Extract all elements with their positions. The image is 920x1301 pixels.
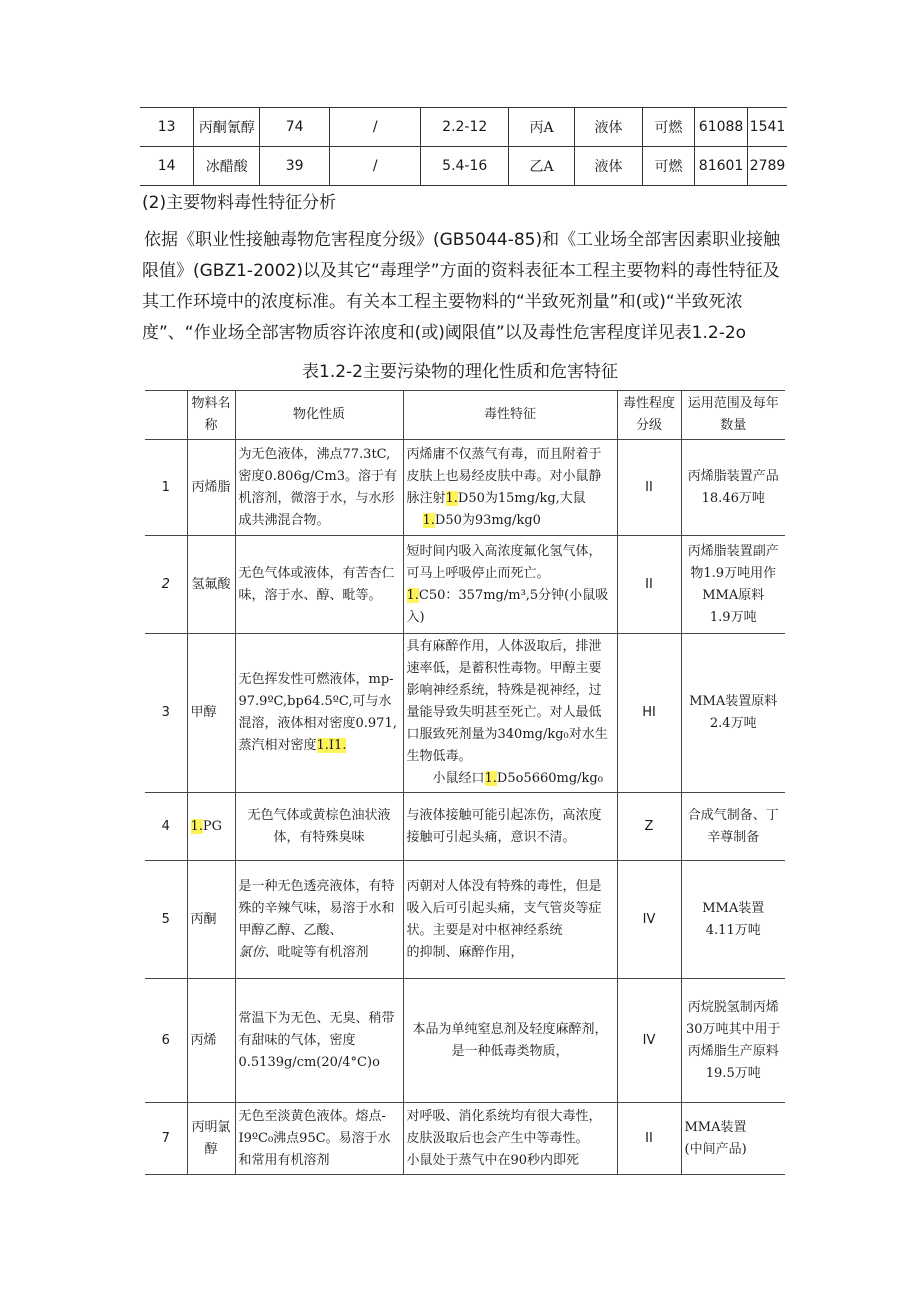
hazard-table bbox=[145, 390, 785, 1175]
cell-code2: 1541 bbox=[748, 108, 788, 147]
cell-name: 丙酮氰醇 bbox=[194, 108, 260, 147]
highlight-mark: 1.I1. bbox=[316, 738, 347, 753]
top-table bbox=[140, 107, 787, 186]
cell-state: 液体 bbox=[575, 108, 643, 147]
row-tox: 本品为单纯窒息剂及轻度麻醉剂，是一种低毒类物质， bbox=[403, 979, 617, 1103]
row-grade: IV bbox=[617, 979, 681, 1103]
row-grade: IV bbox=[617, 861, 681, 979]
cell-mw: 74 bbox=[260, 108, 330, 147]
cell-no: 14 bbox=[140, 147, 194, 186]
row-tox: 与液体接触可能引起冻伤，高浓度接触可引起头痛，意识不清。 bbox=[403, 793, 617, 861]
prop-text: 是一种无色透亮液体，有特殊的辛辣气味，易溶于水和甲醇乙醇、乙酸、 bbox=[238, 878, 395, 938]
highlight-mark: 1. bbox=[190, 818, 203, 834]
table-row bbox=[145, 536, 785, 634]
row-prop: 无色气体或黄棕色油状液体，有特殊臭味 bbox=[235, 793, 403, 861]
row-use: MMA装置原料 2.4万吨 bbox=[681, 634, 785, 793]
tox-text: D50为15mg∕kg,大鼠 bbox=[457, 490, 586, 506]
row-no: 2 bbox=[145, 536, 187, 634]
prop-text: 氯仿、 bbox=[238, 944, 278, 960]
row-prop bbox=[235, 634, 403, 793]
cell-state: 液体 bbox=[575, 147, 643, 186]
tox-text: D5o5660mg∕kg₀ bbox=[496, 771, 603, 786]
highlight-mark: 1. bbox=[445, 490, 458, 506]
table-caption: 表1.2-2主要污染物的理化性质和危害特征 bbox=[302, 362, 618, 382]
row-name: 丙明氯 醇 bbox=[187, 1103, 235, 1175]
cell-limit: 5.4-16 bbox=[421, 147, 509, 186]
highlight-mark: 1. bbox=[484, 771, 497, 786]
row-prop: 无色气体或液体，有苦杏仁味，溶于水、醇、毗等。 bbox=[235, 536, 403, 634]
tox-text: 短时间内吸入高浓度氟化氢气体， 可马上呼吸停止而死亡。 bbox=[406, 543, 602, 581]
cell-code2: 2789 bbox=[748, 147, 788, 186]
row-use: 合成气制备、丁辛尊制备 bbox=[681, 793, 785, 861]
section-paragraph: 依据《职业性接触毒物危害程度分级》(GB5044-85)和《工业场全部害因素职业接触限值》(GBZ1-2002)以及其它“毒理学”方面的资料表征本工程主要物料的毒性特征及其工作环境中的浓度标准。有关本工程主要物料的“半致死剂量”和(或)“半致死浓度”、“作业场全部害物质容许浓度和(或)阈限值”以及毒性危害程度详见表1.2-2o bbox=[142, 230, 781, 343]
row-prop bbox=[235, 861, 403, 979]
row-use: 丙烯脂装置副产物1.9万吨用作MMA原料 1.9万吨 bbox=[681, 536, 785, 634]
tox-text: 具有麻醉作用，人体汲取后，排泄速率低，是蓄积性毒物。甲醇主要影响神经系统，特殊是视神经，过量能导致失明甚至死亡。对人最低口服致死剂量为340mg∕kg₀对水生生物低毒。 bbox=[406, 639, 608, 764]
row-grade: Z bbox=[617, 793, 681, 861]
row-use: 丙烷脱氢制丙烯30万吨其中用于丙烯脂生产原料 19.5万吨 bbox=[681, 979, 785, 1103]
row-use: MMA装置 4.11万吨 bbox=[681, 861, 785, 979]
row-prop: 常温下为无色、无臭、稍带有甜味的气体，密度0.5139g/cm(20/4°C)o bbox=[235, 979, 403, 1103]
table-row bbox=[145, 634, 785, 793]
row-name: 氢氟酸 bbox=[187, 536, 235, 634]
highlight-mark: 1. bbox=[422, 512, 435, 528]
header-prop: 物化性质 bbox=[235, 391, 403, 440]
cell-mw: 39 bbox=[260, 147, 330, 186]
cell-no: 13 bbox=[140, 108, 194, 147]
row-use: 丙烯脂装置产品 18.46万吨 bbox=[681, 440, 785, 536]
cell-name: 冰醋酸 bbox=[194, 147, 260, 186]
header-no bbox=[145, 391, 187, 440]
tox-text: 小鼠经口 bbox=[432, 771, 485, 786]
cell-fire: 可燃 bbox=[642, 147, 694, 186]
cell-flash: / bbox=[330, 108, 421, 147]
table-row bbox=[145, 440, 785, 536]
cell-code1: 81601 bbox=[695, 147, 748, 186]
row-prop: 为无色液体，沸点77.3tC,密度0.806g/Cm3。溶于有机溶剂，微溶于水，与水形成共沸混合物。 bbox=[235, 440, 403, 536]
row-grade: II bbox=[617, 1103, 681, 1175]
tox-text: 丙烯庸不仅蒸气有毒，而且附着于皮肤上也易经皮肤中毒。对小鼠静脉注射 bbox=[406, 446, 602, 506]
row-no: 4 bbox=[145, 793, 187, 861]
prop-text: 吡啶等有机溶剂 bbox=[277, 944, 369, 960]
cell-class: 丙A bbox=[509, 108, 575, 147]
section-heading: (2)主要物料毒性特征分析 bbox=[142, 193, 337, 213]
row-tox bbox=[403, 440, 617, 536]
tox-text: C50：357mg∕m³,5分钟(小鼠吸入) bbox=[406, 587, 609, 625]
row-tox: 对呼吸、消化系统均有很大毒性，皮肤汲取后也会产生中等毒性。 小鼠处于蒸气中在90秒内即死 bbox=[403, 1103, 617, 1175]
header-grade: 毒性程度 分级 bbox=[617, 391, 681, 440]
cell-code1: 61088 bbox=[695, 108, 748, 147]
row-use: MMA装置 (中间产品) bbox=[681, 1103, 785, 1175]
tox-text: D50为93mg∕kg0 bbox=[434, 512, 541, 528]
row-name: 丙烯脂 bbox=[187, 440, 235, 536]
row-tox: 丙朝对人体没有特殊的毒性，但是吸入后可引起头痛，支气管炎等症状。主要是对中枢神经系统 的抑制、麻醉作用， bbox=[403, 861, 617, 979]
table-row bbox=[140, 108, 787, 147]
cell-fire: 可燃 bbox=[642, 108, 694, 147]
table-row bbox=[145, 1103, 785, 1175]
row-name: 丙酮 bbox=[187, 861, 235, 979]
row-no: 1 bbox=[145, 440, 187, 536]
prop-text: 无色挥发性可燃液体，mp-97.9ºC,bp64.5ºC,可与水混溶，液体相对密度0.971,蒸汽相对密度 bbox=[238, 672, 397, 753]
table-row bbox=[140, 147, 787, 186]
row-name: 1.PG bbox=[187, 793, 235, 861]
row-tox bbox=[403, 536, 617, 634]
row-no: 5 bbox=[145, 861, 187, 979]
row-prop: 无色至淡黄色液体。熔点-I9ºC₀沸点95C。易溶于水和常用有机溶剂 bbox=[235, 1103, 403, 1175]
row-name: 甲醇 bbox=[187, 634, 235, 793]
highlight-mark: 1. bbox=[406, 587, 419, 603]
header-use: 运用范围及每年 数量 bbox=[681, 391, 785, 440]
table-row bbox=[145, 979, 785, 1103]
row-no: 6 bbox=[145, 979, 187, 1103]
row-grade: II bbox=[617, 536, 681, 634]
header-name: 物料名 称 bbox=[187, 391, 235, 440]
row-no: 3 bbox=[145, 634, 187, 793]
table-row bbox=[145, 793, 785, 861]
cell-limit: 2.2-12 bbox=[421, 108, 509, 147]
row-name: 丙烯 bbox=[187, 979, 235, 1103]
cell-flash: / bbox=[330, 147, 421, 186]
cell-class: 乙A bbox=[509, 147, 575, 186]
header-tox: 毒性特征 bbox=[403, 391, 617, 440]
table-row bbox=[145, 861, 785, 979]
table-header-row bbox=[145, 391, 785, 440]
row-tox bbox=[403, 634, 617, 793]
row-no: 7 bbox=[145, 1103, 187, 1175]
row-grade: HI bbox=[617, 634, 681, 793]
row-grade: II bbox=[617, 440, 681, 536]
